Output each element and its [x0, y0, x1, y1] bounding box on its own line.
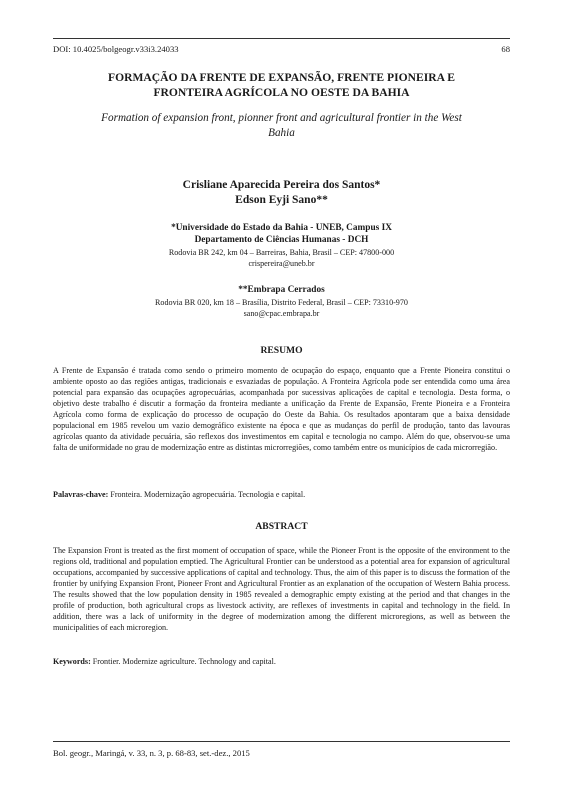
paper-title — [53, 70, 510, 100]
abstract-keywords — [53, 656, 510, 667]
author-list — [53, 178, 510, 208]
header-rule — [53, 38, 510, 39]
resumo-keywords-list: Fronteira. Modernização agropecuária. Tecnologia e capital. — [108, 490, 306, 499]
abstract-text: The Expansion Front is treated as the first moment of occupation of space, while the Pioneer Front is the opposite of the environment to the regions old, traditional and population emptied. The Agricultural Frontier can be understood as a potential area for expansion of agricultural occupations, accompanied by successive applications of capital and technology. Thus, the aim of this paper is to discuss the formation of the frontier by unifying Expansion Front, Pioneer Front and Agricultural Frontier as an explanation of the occupation of Western Bahia process. The results showed that the low population density in 1985 revealed a demographic empty existing at the period and that changes in the profile of production, both agricultural crops as livestock activity, are reflexes of investments in capital and technology in the field. In addition, there was a lack of uniformity in the degree of modernization among the different microregions, as well as between the municipalities of each microregion. — [53, 546, 510, 633]
author-1: Crisliane Aparecida Pereira dos Santos* — [182, 179, 381, 191]
resumo-keywords — [53, 489, 510, 500]
resumo-keywords-label: Palavras-chave: — [53, 490, 109, 499]
affiliation-1-address: Rodovia BR 242, km 04 – Barreiras, Bahia, Brasil – CEP: 47800-000 — [168, 248, 395, 257]
affiliation-1-email: crispereira@uneb.br — [248, 259, 315, 268]
abstract-heading: ABSTRACT — [255, 521, 308, 532]
affiliation-1-contact — [53, 247, 510, 269]
doi-text: DOI: 10.4025/bolgeogr.v33i3.24033 — [53, 44, 179, 54]
title-line-1: FORMAÇÃO DA FRENTE DE EXPANSÃO, FRENTE PIONEIRA E — [108, 71, 455, 84]
resumo-heading: RESUMO — [260, 345, 303, 356]
affiliation-1-institution: *Universidade do Estado da Bahia - UNEB, Campus IX — [171, 223, 392, 233]
page-header — [53, 44, 510, 54]
author-2: Edson Eyji Sano** — [235, 194, 328, 206]
paper-subtitle — [53, 111, 510, 141]
abstract-keywords-list: Frontier. Modernize agriculture. Technology and capital. — [90, 657, 276, 666]
affiliation-2-address: Rodovia BR 020, km 18 – Brasília, Distrito Federal, Brasil – CEP: 73310-970 — [155, 298, 408, 307]
page-number: 68 — [501, 44, 510, 54]
affiliation-2-contact — [53, 297, 510, 319]
subtitle-line-2: Bahia — [268, 127, 295, 139]
affiliation-1 — [53, 222, 510, 246]
affiliation-1-department: Departamento de Ciências Humanas - DCH — [194, 235, 369, 245]
title-line-2: FRONTEIRA AGRÍCOLA NO OESTE DA BAHIA — [153, 86, 410, 99]
affiliation-2-institution: **Embrapa Cerrados — [238, 285, 325, 295]
affiliation-2-email: sano@cpac.embrapa.br — [243, 309, 320, 318]
abstract-keywords-label: Keywords: — [53, 657, 91, 666]
footer-rule — [53, 741, 510, 742]
resumo-text: A Frente de Expansão é tratada como sendo o primeiro momento de ocupação do espaço, enquanto que a Frente Pioneira constitui o ambiente oposto ao das regiões antigas, tradicionais e esvaziadas de população. A Fronteira Agrícola pode ser entendida como uma área potencial para expansão das ocupações agropecuárias, acompanhada por sucessivas aplicações de capital e tecnologia. Desta forma, o objetivo deste trabalho é discutir a formação da fronteira mediante a unificação da Frente de Expansão, Frente Pioneira e a Fronteira Agrícola como forma de explicação do processo de ocupação do Oeste da Bahia. Os resultados apontaram que a baixa densidade populacional em 1985 revelou um vazio demográfico existente na época e que as mudanças do perfil de produção, tanto das lavouras agrícolas quanto da atividade pecuária, são reflexos dos investimentos em capital e tecnologia no campo. Além do que, observou-se uma falta de uniformidade no grau de modernização entre as distintas microrregiões, como também entre os municípios de cada microrregião. — [53, 366, 510, 453]
footer-citation: Bol. geogr., Maringá, v. 33, n. 3, p. 68-83, set.-dez., 2015 — [53, 748, 250, 758]
subtitle-line-1: Formation of expansion front, pionner front and agricultural frontier in the West — [101, 112, 462, 124]
